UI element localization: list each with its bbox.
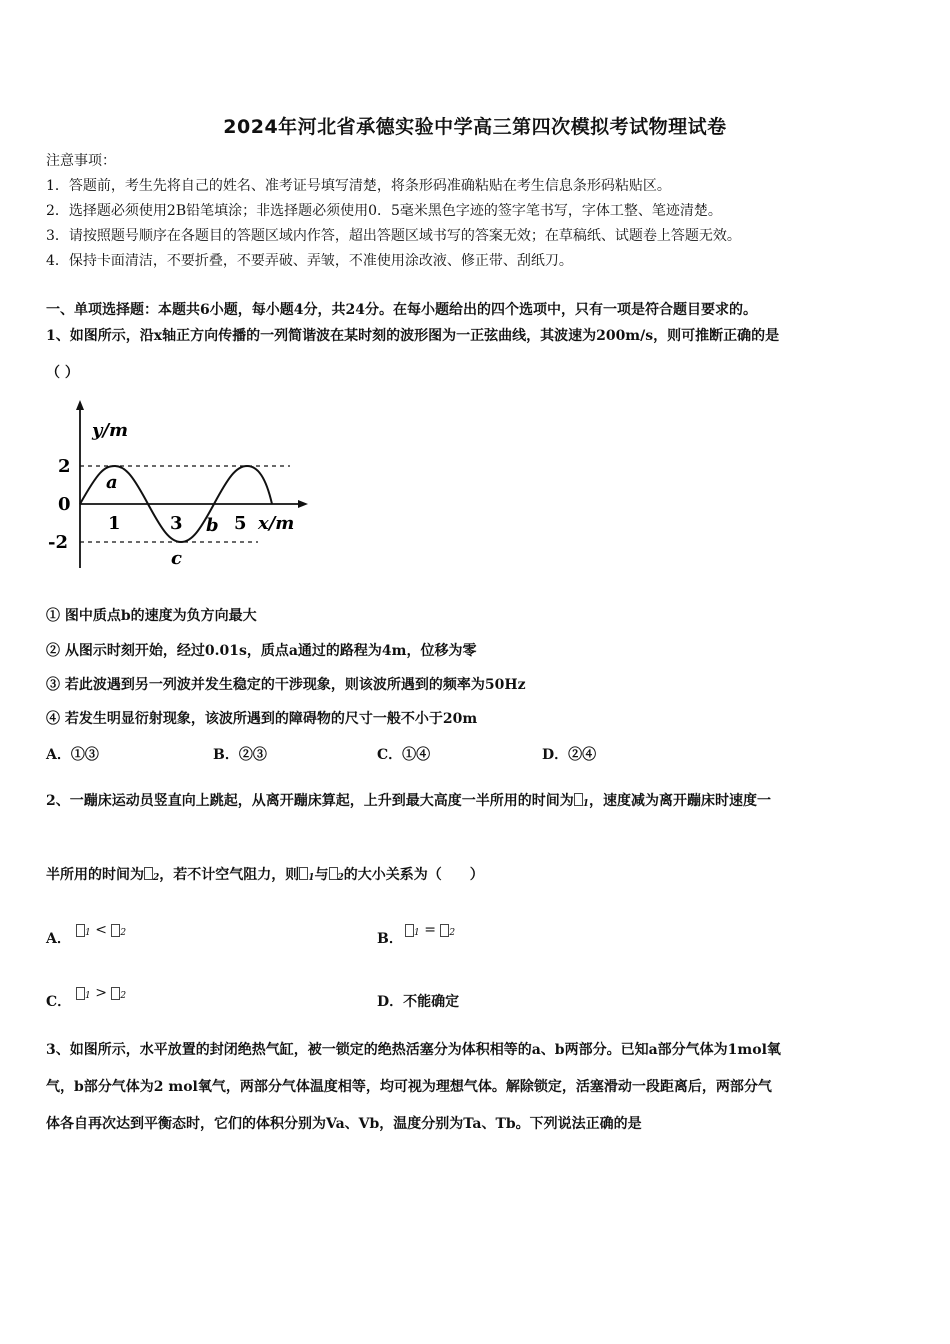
t1-subscript: 1 [85, 928, 91, 938]
t2-symbol-icon [144, 867, 153, 880]
q1-option-d[interactable]: D．②④ [542, 747, 597, 763]
less-than-sign: < [95, 922, 107, 938]
x-tick-3: 3 [170, 513, 183, 534]
q1-statement-4: ④ 若发生明显衍射现象，该波所遇到的障碍物的尺寸一般不小于20m [46, 711, 478, 727]
q1-option-b[interactable]: B．②③ [213, 747, 267, 763]
q1-statement-2: ② 从图示时刻开始，经过0.01s，质点a通过的路程为4m，位移为零 [46, 643, 477, 659]
t1-subscript: 1 [414, 928, 420, 938]
q1-paren: （ ） [46, 365, 79, 381]
x-tick-5: 5 [234, 513, 247, 534]
q1-statement-1: ① 图中质点b的速度为负方向最大 [46, 608, 257, 624]
q2-option-d[interactable]: D．不能确定 [377, 994, 460, 1010]
y-tick-neg2: -2 [48, 532, 68, 553]
page-title: 2024年河北省承德实验中学高三第四次模拟考试物理试卷 [223, 116, 727, 138]
q3-stem-line1: 3、如图所示，水平放置的封闭绝热气缸，被一锁定的绝热活塞分为体积相等的a、b两部分。已知a部分气体为1mol氧 [46, 1042, 781, 1058]
t2-subscript: 2 [153, 873, 160, 883]
q2-option-c-label: C． [46, 994, 72, 1010]
q2-stem-line2 [46, 865, 484, 888]
y-tick-2: 2 [58, 456, 71, 477]
point-b-label: b [206, 515, 219, 536]
notice-item-2: 2．选择题必须使用2B铅笔填涂；非选择题必须使用0．5毫米黑色字迹的签字笔书写，字体工整、笔迹清楚。 [46, 203, 722, 219]
greater-than-sign: > [95, 985, 107, 1001]
point-a-label: a [106, 472, 118, 493]
t1-symbol-icon [299, 867, 308, 880]
q2-text-2c: 与 [314, 867, 329, 883]
q2-option-b[interactable] [377, 928, 403, 948]
notice-item-4: 4．保持卡面清洁，不要折叠，不要弄破、弄皱，不准使用涂改液、修正带、刮纸刀。 [46, 253, 573, 269]
x-tick-1: 1 [108, 513, 121, 534]
t2-subscript: 2 [120, 928, 127, 938]
t2-symbol-icon [329, 867, 338, 880]
x-axis-label: x/m [258, 513, 295, 534]
q2-text-2b: ，若不计空气阻力，则 [159, 867, 300, 883]
t2-subscript: 2 [120, 991, 127, 1001]
t2-subscript: 2 [337, 873, 344, 883]
t1-symbol-icon [76, 924, 85, 937]
q1-option-a[interactable]: A．①③ [46, 747, 99, 763]
q2-option-b-label: B． [377, 931, 403, 947]
q1-statement-3: ③ 若此波遇到另一列波并发生稳定的干涉现象，则该波所遇到的频率为50Hz [46, 677, 526, 693]
q2-option-a[interactable] [46, 928, 71, 948]
t1-symbol-icon [76, 987, 85, 1000]
q2-text-2d: 的大小关系为（ ） [343, 867, 484, 883]
point-c-label: c [171, 548, 182, 569]
t1-subscript: 1 [85, 991, 91, 1001]
equals-sign: = [424, 922, 436, 938]
y-axis-label: y/m [92, 420, 129, 441]
q2-text-1a: 2、一蹦床运动员竖直向上跳起，从离开蹦床算起，上升到最大高度一半所用的时间为 [46, 793, 574, 809]
q2-text-1b: ，速度减为离开蹦床时速度一 [589, 793, 772, 809]
q2-option-c-formula [76, 985, 126, 1001]
q1-stem: 1、如图所示，沿x轴正方向传播的一列简谐波在某时刻的波形图为一正弦曲线，其波速为200m/s，则可推断正确的是 [46, 328, 780, 344]
t1-symbol-icon [574, 793, 583, 806]
q3-stem-line2: 气，b部分气体为2 mol氧气，两部分气体温度相等，均可视为理想气体。解除锁定，活塞滑动一段距离后，两部分气 [46, 1079, 772, 1095]
q2-stem-line1 [46, 791, 771, 814]
notice-item-1: 1．答题前，考生先将自己的姓名、准考证号填写清楚，将条形码准确粘贴在考生信息条形码粘贴区。 [46, 178, 671, 194]
q2-option-b-formula [405, 922, 455, 938]
t1-subscript: 1 [582, 799, 590, 809]
y-tick-0: 0 [58, 494, 71, 515]
q1-option-c[interactable]: C．①④ [377, 747, 431, 763]
section-heading: 一、单项选择题：本题共6小题，每小题4分，共24分。在每小题给出的四个选项中，只有一项是符合题目要求的。 [46, 302, 757, 318]
t2-subscript: 2 [449, 928, 456, 938]
q2-text-2a: 半所用的时间为 [46, 867, 144, 883]
q2-option-a-formula [76, 922, 126, 938]
q2-option-c[interactable] [46, 991, 71, 1011]
notice-heading: 注意事项： [46, 153, 116, 169]
notice-item-3: 3．请按照题号顺序在各题目的答题区域内作答，超出答题区域书写的答案无效；在草稿纸、试题卷上答题无效。 [46, 228, 741, 244]
wave-graph [46, 398, 316, 578]
q2-option-a-label: A． [46, 931, 71, 947]
q3-stem-line3: 体各自再次达到平衡态时，它们的体积分别为Va、Vb，温度分别为Ta、Tb。下列说法正确的是 [46, 1116, 642, 1132]
t1-symbol-icon [405, 924, 414, 937]
t1-subscript: 1 [308, 873, 315, 883]
